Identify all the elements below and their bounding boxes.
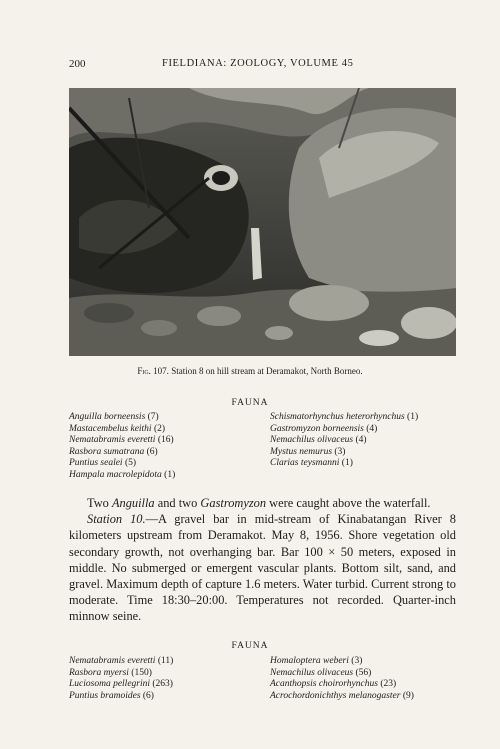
species-item: Nematabramis everetti (11) — [69, 656, 174, 666]
figure-label: Fig. 107. — [137, 366, 169, 376]
species-item: Nemachilus olivaceus (56) — [270, 667, 372, 678]
fauna-list-2-right — [270, 656, 414, 702]
page-number: 200 — [69, 58, 86, 70]
species-item: Acanthopsis choirorhynchus (23) — [270, 679, 397, 690]
fauna-list-2-left — [69, 656, 173, 702]
species-item: Hampala macrolepidota (1) — [69, 469, 176, 480]
species-item: Puntius sealei (5) — [69, 458, 137, 469]
species-item: Rasbora sumatrana (6) — [69, 446, 158, 457]
species-item: Clarias teysmanni (1) — [270, 458, 353, 469]
running-head: FIELDIANA: ZOOLOGY, VOLUME 45 — [162, 58, 354, 69]
species-item: Gastromyzon borneensis (4) — [270, 423, 378, 434]
page-header — [69, 58, 439, 72]
fauna-list-1-left — [69, 412, 175, 482]
figure-caption — [0, 366, 500, 376]
fauna-heading-1: FAUNA — [231, 398, 269, 408]
fauna-list-1-right — [270, 412, 418, 470]
fauna-heading-2: FAUNA — [231, 641, 269, 651]
species-item: Puntius bramoides (6) — [69, 690, 154, 701]
species-item: Homaloptera weberi (3) — [270, 656, 363, 666]
species-item: Nematabramis everetti (16) — [69, 435, 174, 446]
species-item: Mastacembelus keithi (2) — [69, 423, 166, 434]
species-item: Mystus nemurus (3) — [270, 446, 346, 457]
paragraph-station-10: Station 10.—A gravel bar in mid-stream of Kinabatangan River 8 kilometers upstream from Deramakot. May 8, 1956. Shore vegetation old secondary growth, not overhanging bar. Bar 100 × 50 meters, exposed in middle. No submerged or emergent vascular plants. Bottom silt, sand, and gravel. Maximum depth of capture 1.6 meters. Water turbid. Current strong to moderate. Time 18:30–20:00. Temperatures not recorded. Quarter-inch minnow seine. — [69, 512, 456, 624]
species-item: Nemachilus olivaceus (4) — [270, 435, 367, 446]
stream-photograph — [69, 88, 456, 356]
species-item: Schismatorhynchus heterorhynchus (1) — [270, 412, 419, 422]
species-item: Rasbora myersi (150) — [69, 667, 152, 678]
species-item: Anguilla borneensis (7) — [69, 412, 159, 422]
species-item: Acrochordonichthys melanogaster (9) — [270, 690, 414, 701]
species-item: Luciosoma pellegrini (263) — [69, 679, 173, 690]
paragraph-waterfall: Two Anguilla and two Gastromyzon were caught above the waterfall. — [87, 496, 431, 510]
station-label: Station 10. — [87, 512, 146, 527]
caption-text: Station 8 on hill stream at Deramakot, North Borneo. — [171, 366, 363, 376]
body-text — [69, 495, 456, 625]
